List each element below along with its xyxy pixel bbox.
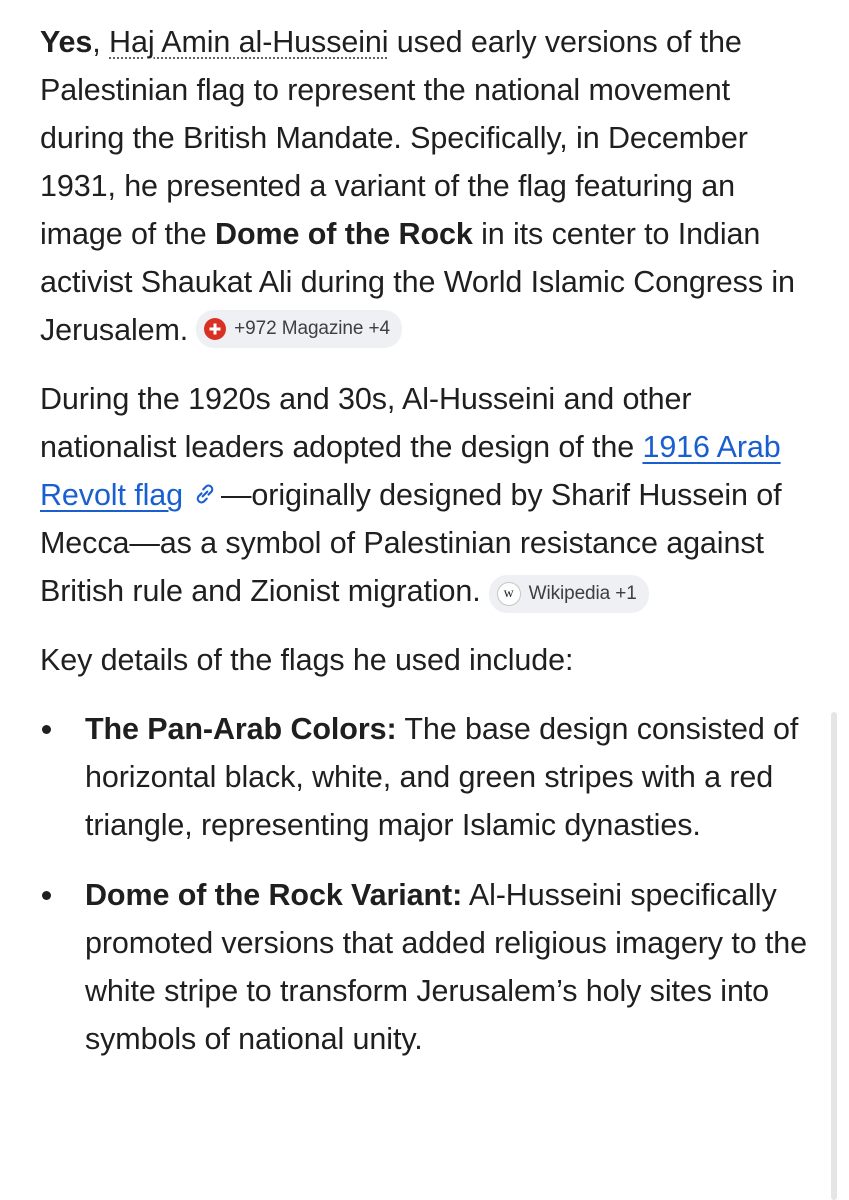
- ai-answer: [40, 18, 815, 1085]
- list-item-text: Al-Husseini specifically promoted versions that added religious imagery to the white stripe to transform Jerusalem’s holy sites into symbols of national unity.: [85, 878, 808, 1056]
- bullet-dot: [42, 891, 51, 900]
- wikipedia-w-icon: w: [497, 582, 521, 606]
- link-icon[interactable]: [191, 474, 219, 502]
- list-item-text: The base design consisted of horizontal black, white, and green stripes with a red triangle, representing major Islamic dynasties.: [85, 712, 799, 842]
- scrollbar[interactable]: [831, 712, 837, 1200]
- paragraph-arab-revolt: During the 1920s and 30s, Al-Husseini and other nationalist leaders adopted the design of the 1916 Arab Revolt flag —originally designed by Sharif Hussein of Mecca—as a symbol of Palestinian resistance against British rule and Zionist migration. w Wikipedia +1: [40, 375, 815, 615]
- answer-yes: Yes: [40, 25, 93, 59]
- list-item: [40, 705, 815, 849]
- source-chip-label: +972 Magazine +4: [234, 318, 390, 339]
- source-chip-label: Wikipedia +1: [528, 583, 637, 604]
- bullet-dot: [42, 725, 51, 734]
- paragraph-key-details: Key details of the flags he used include:: [40, 643, 574, 677]
- list-item-title: Dome of the Rock Variant:: [85, 878, 463, 912]
- paragraph-intro: Yes, Haj Amin al-Husseini used early versions of the Palestinian flag to represent the national movement during the British Mandate. Specifically, in December 1931, he presented a variant of the flag featuring an image of the Dome of the Rock in its center to Indian activist Shaukat Ali during the World Islamic Congress in Jerusalem. +972 Magazine +4: [40, 25, 795, 347]
- list-item-title: The Pan-Arab Colors:: [85, 712, 397, 746]
- list-item: [40, 871, 815, 1063]
- link-1916-arab-revolt-flag[interactable]: 1916 Arab Revolt flag: [40, 430, 781, 512]
- entity-haj-amin[interactable]: Haj Amin al-Husseini: [109, 25, 389, 59]
- red-plus-icon: [204, 318, 226, 340]
- bullet-list: [40, 705, 815, 1063]
- source-chip-972-magazine[interactable]: [196, 310, 402, 348]
- source-chip-wikipedia[interactable]: [489, 575, 649, 613]
- bold-dome-of-the-rock: Dome of the Rock: [215, 217, 473, 251]
